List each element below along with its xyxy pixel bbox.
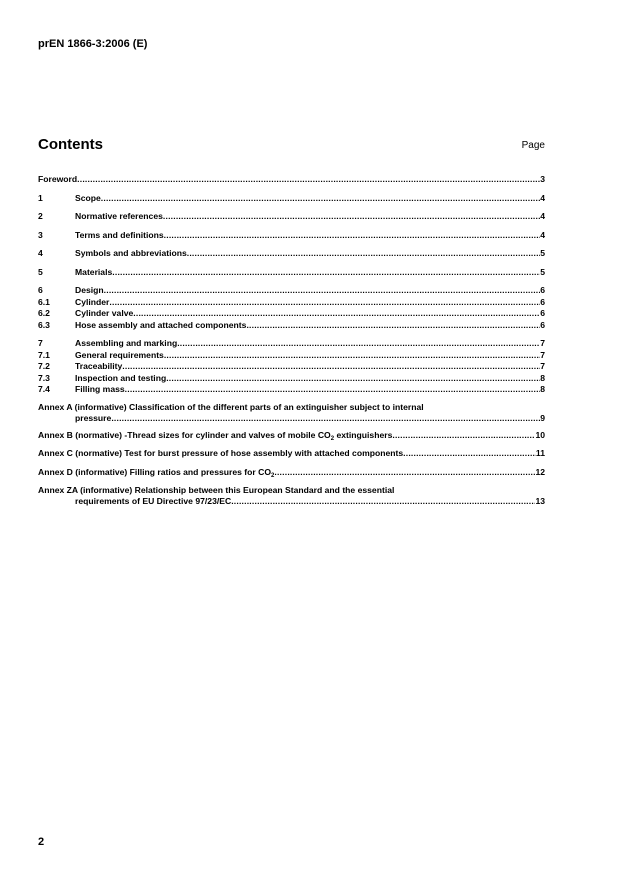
toc-label: Foreword [38, 174, 78, 184]
toc-page: 7 [540, 349, 545, 360]
toc-label: Scope [75, 192, 101, 203]
toc-page: 5 [540, 266, 545, 277]
toc-label: Annex A (informative) Classification of the different parts of an extinguisher subject to internal [38, 401, 424, 412]
toc-page: 10 [535, 429, 545, 440]
toc-label: Annex D (informative) Filling ratios and pressures for $CO_2$ [38, 466, 275, 479]
toc-entry-normative-references[interactable] [38, 211, 545, 223]
toc-page: 4 [540, 211, 545, 221]
toc-label-continued: pressure [75, 412, 112, 423]
toc-number: 3 [38, 229, 43, 240]
toc-number: 1 [38, 192, 43, 203]
toc-page: 4 [540, 192, 545, 203]
toc-entry-terms-and-definitions[interactable] [38, 230, 545, 242]
table-of-contents [38, 174, 545, 507]
toc-label: Inspection and testing [75, 372, 167, 383]
page-number-footer: 2 [38, 836, 45, 848]
toc-label: Normative references [75, 211, 163, 221]
toc-label: Traceability [75, 361, 123, 371]
toc-entry-annex-d[interactable] [38, 467, 545, 479]
toc-entry-annex-a[interactable] [38, 402, 545, 424]
toc-page: 8 [540, 384, 545, 394]
page-title: Contents [38, 136, 103, 153]
toc-entry-cylinder-valve[interactable] [38, 308, 545, 320]
toc-label-continued: requirements of EU Directive 97/23/EC [75, 496, 232, 506]
toc-label: Cylinder [75, 296, 110, 307]
toc-entry-foreword[interactable] [38, 174, 545, 186]
toc-label: Terms and definitions [75, 229, 164, 240]
document-id-header: prEN 1866-3:2006 (E) [38, 38, 148, 50]
toc-page: 5 [540, 248, 545, 258]
toc-number: 6 [38, 285, 43, 295]
toc-number: 7.1 [38, 349, 50, 360]
toc-entry-filling-mass[interactable] [38, 384, 545, 396]
toc-label: Annex ZA (informative) Relationship between this European Standard and the essential [38, 485, 395, 495]
toc-page: 11 [535, 448, 545, 458]
toc-entry-materials[interactable] [38, 267, 545, 279]
toc-entry-design[interactable] [38, 285, 545, 297]
toc-page: 12 [535, 466, 545, 477]
toc-entry-annex-za[interactable] [38, 485, 545, 507]
toc-page: 7 [540, 361, 545, 371]
toc-page: 8 [540, 372, 545, 383]
toc-entry-traceability[interactable] [38, 361, 545, 373]
toc-label: Cylinder valve [75, 308, 134, 318]
toc-label: Annex C (normative) Test for burst pressure of hose assembly with attached components [38, 448, 404, 458]
toc-label: General requirements [75, 349, 164, 360]
toc-label: Annex B (normative) -Thread sizes for cylinder and valves of mobile $CO_2$ extinguishers [38, 429, 393, 442]
toc-label: Assembling and marking [75, 338, 178, 348]
toc-page: 4 [540, 229, 545, 240]
toc-number: 7.3 [38, 372, 50, 383]
page-column-label: Page [521, 140, 545, 151]
toc-entry-general-requirements[interactable] [38, 350, 545, 362]
toc-number: 5 [38, 266, 43, 277]
toc-page: 7 [540, 338, 545, 348]
toc-entry-scope[interactable] [38, 193, 545, 205]
toc-number: 4 [38, 248, 43, 258]
toc-entry-cylinder[interactable] [38, 297, 545, 309]
toc-label: Hose assembly and attached components [75, 319, 247, 330]
toc-entry-symbols-and-abbreviations[interactable] [38, 248, 545, 260]
toc-number: 6.3 [38, 319, 50, 330]
toc-number: 7.4 [38, 384, 50, 394]
toc-label: Materials [75, 266, 113, 277]
toc-number: 6.1 [38, 296, 50, 307]
toc-page: 6 [540, 285, 545, 295]
toc-entry-annex-b[interactable] [38, 430, 545, 442]
toc-page: 3 [540, 174, 545, 184]
toc-number: 2 [38, 211, 43, 221]
toc-entry-inspection-and-testing[interactable] [38, 373, 545, 385]
toc-page: 6 [540, 319, 545, 330]
toc-label: Filling mass [75, 384, 125, 394]
toc-page: 6 [540, 308, 545, 318]
toc-page: 9 [540, 412, 545, 423]
toc-number: 7 [38, 338, 43, 348]
toc-page: 13 [535, 496, 545, 506]
toc-entry-assembling-and-marking[interactable] [38, 338, 545, 350]
toc-number: 7.2 [38, 361, 50, 371]
toc-number: 6.2 [38, 308, 50, 318]
toc-label: Design [75, 285, 104, 295]
toc-label: Symbols and abbreviations [75, 248, 187, 258]
toc-entry-annex-c[interactable] [38, 448, 545, 460]
toc-page: 6 [540, 296, 545, 307]
toc-entry-hose-assembly[interactable] [38, 320, 545, 332]
